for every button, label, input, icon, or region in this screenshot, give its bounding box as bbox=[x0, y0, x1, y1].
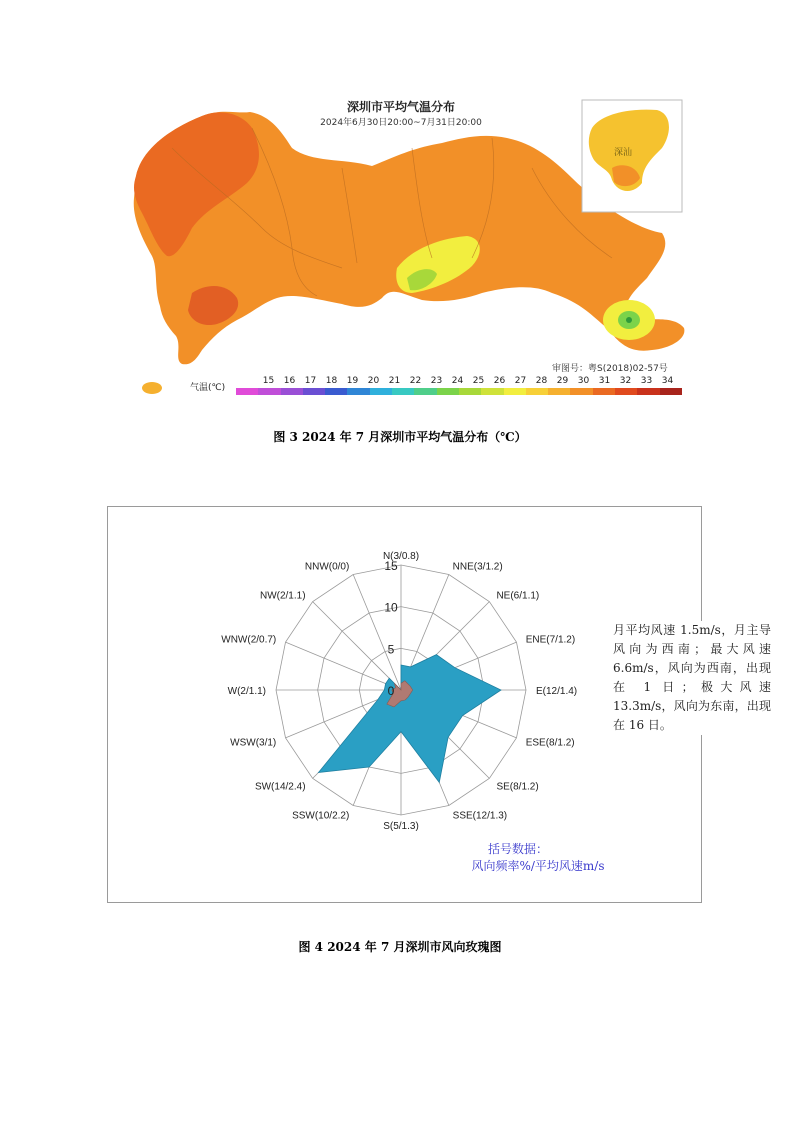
ring-label: 10 bbox=[384, 600, 398, 615]
legend-line1: 括号数据： bbox=[487, 842, 548, 856]
scale-color-swatch bbox=[370, 388, 392, 395]
scale-label: 气温(℃) bbox=[190, 383, 226, 393]
color-scale-bar bbox=[236, 388, 682, 395]
ring-label: 0 bbox=[387, 684, 395, 698]
wind-rose-figure bbox=[107, 506, 771, 903]
scale-tick-label: 19 bbox=[346, 376, 359, 386]
scale-tick-label: 20 bbox=[367, 376, 380, 386]
temperature-map-figure bbox=[112, 88, 690, 402]
scale-color-swatch bbox=[459, 388, 481, 395]
frequency-series bbox=[319, 655, 501, 783]
direction-label: NNW(0/0) bbox=[304, 561, 350, 573]
map-cool-zone-east-core bbox=[626, 317, 632, 323]
scale-tick-label: 15 bbox=[262, 376, 275, 386]
scale-ticks bbox=[258, 376, 678, 386]
direction-label: SE(8/1.2) bbox=[496, 781, 539, 793]
scale-tick-label: 21 bbox=[388, 376, 401, 386]
direction-label: ESE(8/1.2) bbox=[525, 737, 575, 749]
scale-tick-label: 22 bbox=[409, 376, 422, 386]
scale-tick-label: 24 bbox=[451, 376, 464, 386]
approval-number: 审图号：粤S(2018)02-57号 bbox=[552, 364, 668, 374]
scale-tick-label: 18 bbox=[325, 376, 338, 386]
scale-color-swatch bbox=[325, 388, 347, 395]
direction-label: N(3/0.8) bbox=[382, 551, 420, 562]
scale-color-swatch bbox=[504, 388, 526, 395]
scale-tick-label: 30 bbox=[577, 376, 590, 386]
scale-color-swatch bbox=[637, 388, 659, 395]
scale-color-swatch bbox=[570, 388, 592, 395]
temperature-map bbox=[112, 88, 690, 402]
scale-color-swatch bbox=[303, 388, 325, 395]
legend-line2: 风向频率%/平均风速m/s bbox=[471, 859, 605, 873]
scale-color-swatch bbox=[526, 388, 548, 395]
scale-tick-label: 33 bbox=[640, 376, 653, 386]
direction-label: ENE(7/1.2) bbox=[525, 634, 576, 646]
scale-tick-label: 32 bbox=[619, 376, 632, 386]
direction-label: S(5/1.3) bbox=[383, 821, 419, 832]
scale-color-swatch bbox=[437, 388, 459, 395]
scale-color-swatch bbox=[258, 388, 280, 395]
scale-tick-label: 23 bbox=[430, 376, 443, 386]
scale-color-swatch bbox=[236, 388, 258, 395]
direction-label: W(2/1.1) bbox=[227, 686, 266, 697]
inset-label: 深汕 bbox=[614, 148, 633, 158]
figure4-caption: 图 4 2024 年 7 月深圳市风向玫瑰图 bbox=[298, 940, 502, 954]
figure3-caption: 图 3 2024 年 7 月深圳市平均气温分布（℃） bbox=[273, 430, 527, 444]
direction-label: NE(6/1.1) bbox=[496, 590, 540, 602]
map-subtitle: 2024年6月30日20:00~7月31日20:00 bbox=[320, 118, 482, 128]
scale-color-swatch bbox=[392, 388, 414, 395]
scale-color-swatch bbox=[281, 388, 303, 395]
scale-tick-label: 16 bbox=[283, 376, 296, 386]
scale-color-swatch bbox=[660, 388, 682, 395]
scale-tick-label: 31 bbox=[598, 376, 611, 386]
scale-tick-label: 25 bbox=[472, 376, 485, 386]
ring-label: 15 bbox=[384, 559, 398, 573]
scale-color-swatch bbox=[615, 388, 637, 395]
direction-label: E(12/1.4) bbox=[536, 686, 578, 697]
scale-tick-label: 28 bbox=[535, 376, 548, 386]
scale-color-swatch bbox=[414, 388, 436, 395]
grid-spoke bbox=[353, 575, 401, 690]
scale-tick-label: 34 bbox=[661, 376, 674, 386]
scale-tick-label: 17 bbox=[304, 376, 317, 386]
scale-color-swatch bbox=[593, 388, 615, 395]
direction-label: SSE(12/1.3) bbox=[452, 810, 508, 822]
direction-label: WNW(2/0.7) bbox=[221, 634, 277, 646]
direction-label: NNE(3/1.2) bbox=[452, 561, 503, 573]
scale-color-swatch bbox=[548, 388, 570, 395]
direction-label: NW(2/1.1) bbox=[259, 590, 306, 602]
direction-label: SW(14/2.4) bbox=[254, 781, 306, 793]
wind-summary-note: 月平均风速 1.5m/s，月主导风向为西南；最大风速 6.6m/s，风向为西南，出现在 1 日；极大风速 13.3m/s，风向为东南，出现在 16 日。 bbox=[613, 621, 771, 735]
map-island bbox=[142, 382, 162, 394]
direction-label: SSW(10/2.2) bbox=[292, 810, 350, 822]
ring-label: 5 bbox=[387, 642, 395, 657]
scale-tick-label: 27 bbox=[514, 376, 527, 386]
scale-tick-label: 29 bbox=[556, 376, 569, 386]
scale-color-swatch bbox=[347, 388, 369, 395]
scale-tick-label: 26 bbox=[493, 376, 506, 386]
direction-label: WSW(3/1) bbox=[230, 737, 277, 749]
scale-color-swatch bbox=[481, 388, 503, 395]
map-title: 深圳市平均气温分布 bbox=[346, 100, 455, 114]
grid-spoke bbox=[286, 642, 401, 690]
